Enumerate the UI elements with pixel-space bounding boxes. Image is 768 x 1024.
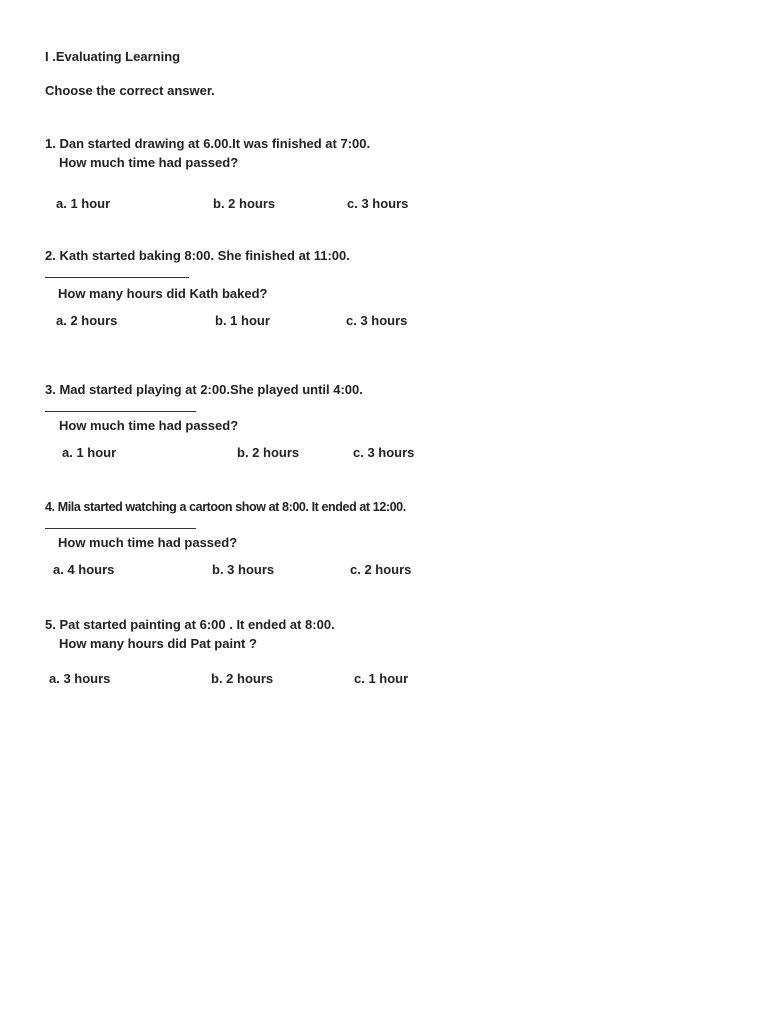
question-2-choice-c[interactable]: c. 3 hours (346, 313, 408, 328)
instruction-text: Choose the correct answer. (45, 83, 215, 98)
question-5-ask: How many hours did Pat paint ? (59, 636, 257, 651)
question-2-prompt: 2. Kath started baking 8:00. She finished at 11:00. (45, 248, 350, 263)
question-2-ask: How many hours did Kath baked? (58, 286, 268, 301)
question-5-choice-b[interactable]: b. 2 hours (211, 671, 274, 686)
question-5-choice-c[interactable]: c. 1 hour (354, 671, 409, 686)
answer-blank-line (45, 528, 196, 529)
question-3-choice-b[interactable]: b. 2 hours (237, 445, 300, 460)
question-1-choice-b[interactable]: b. 2 hours (213, 196, 276, 211)
question-4-prompt: 4. Mila started watching a cartoon show at 8:00. It ended at 12:00. (45, 500, 406, 514)
question-2-choice-b[interactable]: b. 1 hour (215, 313, 270, 328)
question-3-ask: How much time had passed? (59, 418, 239, 433)
answer-blank-line (45, 277, 189, 278)
question-4-choice-b[interactable]: b. 3 hours (212, 562, 275, 577)
question-4-ask: How much time had passed? (58, 535, 238, 550)
question-1-choice-a[interactable]: a. 1 hour (56, 196, 111, 211)
question-1-prompt: 1. Dan started drawing at 6.00.It was finished at 7:00. (45, 136, 371, 151)
question-1-choice-c[interactable]: c. 3 hours (347, 196, 409, 211)
question-1-ask: How much time had passed? (59, 155, 239, 170)
question-4-choice-c[interactable]: c. 2 hours (350, 562, 412, 577)
question-3-prompt: 3. Mad started playing at 2:00.She played until 4:00. (45, 382, 363, 397)
section-title: I .Evaluating Learning (45, 49, 181, 64)
question-3-choice-a[interactable]: a. 1 hour (62, 445, 117, 460)
question-5-choice-a[interactable]: a. 3 hours (49, 671, 111, 686)
question-2-choice-a[interactable]: a. 2 hours (56, 313, 118, 328)
question-4-choice-a[interactable]: a. 4 hours (53, 562, 115, 577)
answer-blank-line (45, 411, 196, 412)
question-3-choice-c[interactable]: c. 3 hours (353, 445, 415, 460)
question-5-prompt: 5. Pat started painting at 6:00 . It ended at 8:00. (45, 617, 335, 632)
